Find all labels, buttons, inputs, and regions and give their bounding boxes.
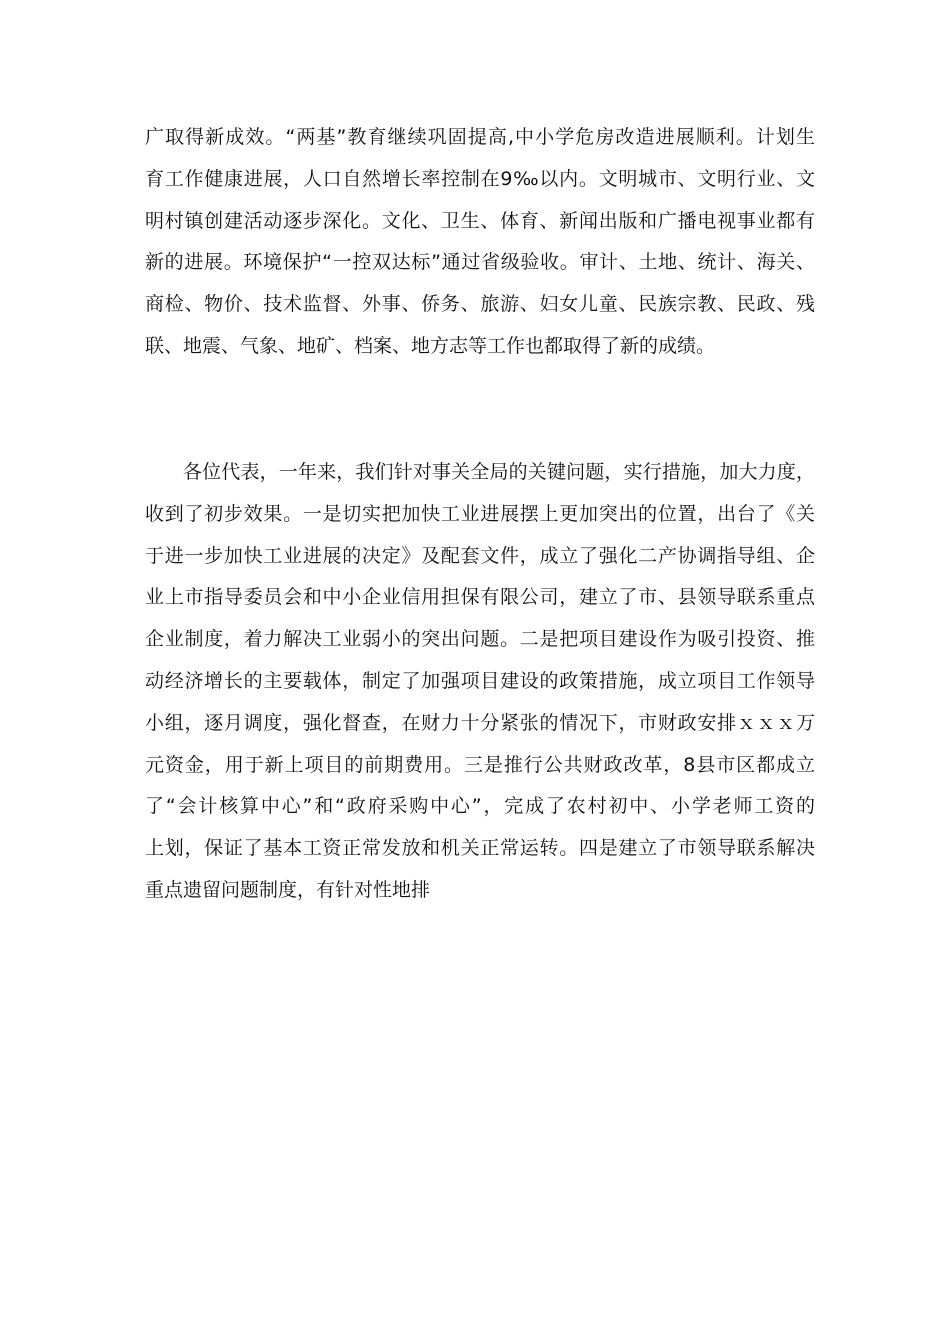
text-line: 收到了初步效果。一是切实把加快工业进展摆上更加突出的位置，出台了《关: [145, 502, 815, 525]
text-line: 新的进展。环境保护“一控双达标”通过省级验收。审计、土地、统计、海关、: [145, 251, 815, 274]
text-line: 小组，逐月调度，强化督查，在财力十分紧张的情况下，市财政安排ｘｘｘ万: [145, 711, 815, 734]
text-line: 业上市指导委员会和中小企业信用担保有限公司，建立了市、县领导联系重点: [145, 586, 815, 609]
text-line: 育工作健康进展，人口自然增长率控制在9‰以内。文明城市、文明行业、文: [145, 167, 815, 190]
text-line: 联、地震、气象、地矿、档案、地方志等工作也都取得了新的成绩。: [145, 334, 716, 357]
text-line: 元资金，用于新上项目的前期费用。三是推行公共财政改革，8县市区都成立: [145, 753, 815, 776]
text-line: 重点遗留问题制度，有针对性地排: [145, 878, 431, 901]
text-line: 于进一步加快工业进展的决定》及配套文件，成立了强化二产协调指导组、企: [145, 544, 815, 567]
text-line: 企业制度，着力解决工业弱小的突出问题。二是把项目建设作为吸引投资、推: [145, 628, 815, 651]
text-line: 动经济增长的主要载体，制定了加强项目建设的政策措施，成立项目工作领导: [145, 669, 815, 692]
text-line: 商检、物价、技术监督、外事、侨务、旅游、妇女儿童、民族宗教、民政、残: [145, 293, 815, 316]
text-line: 明村镇创建活动逐步深化。文化、卫生、体育、新闻出版和广播电视事业都有: [145, 209, 815, 232]
text-line: 广取得新成效。“两基”教育继续巩固提高,中小学危房改造进展顺利。计划生: [145, 126, 815, 148]
text-line: 了“会计核算中心”和“政府采购中心”，完成了农村初中、小学老师工资的: [145, 795, 815, 818]
text-line: 上划，保证了基本工资正常发放和机关正常运转。四是建立了市领导联系解决: [145, 837, 815, 860]
text-line: 各位代表，一年来，我们针对事关全局的关键问题，实行措施，加大力度，: [183, 461, 815, 483]
paragraph-key-measures: [145, 452, 815, 912]
paragraph-achievements: [145, 117, 815, 368]
